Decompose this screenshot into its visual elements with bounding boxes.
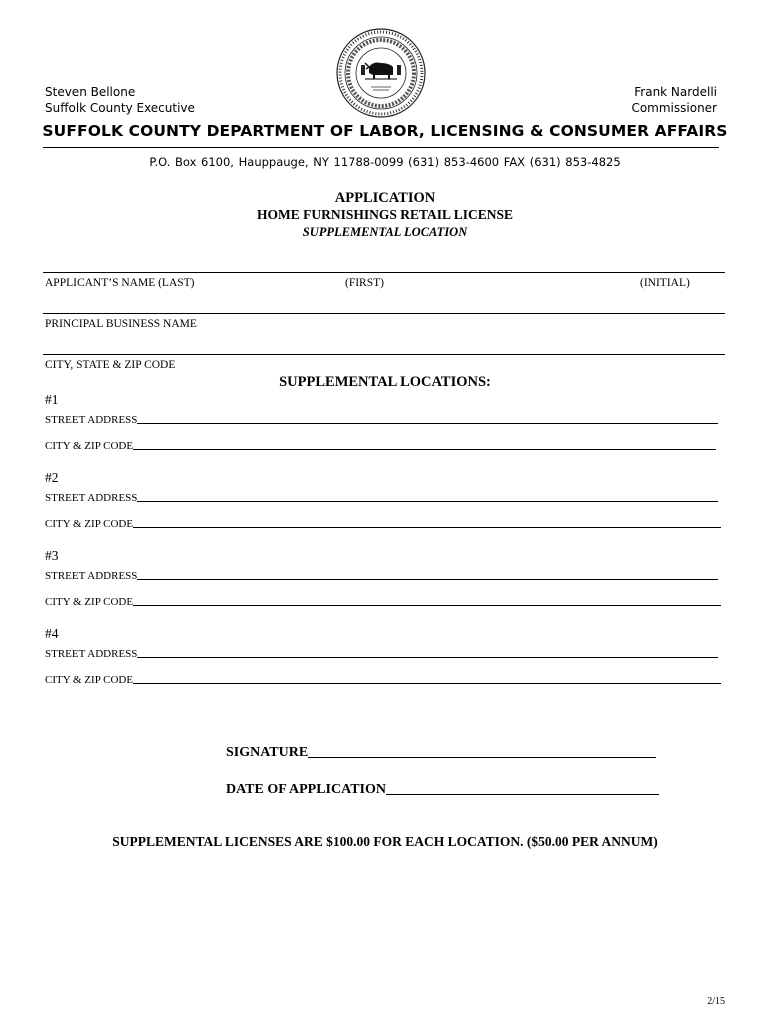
executive-name: Steven Bellone [45, 85, 136, 99]
applicant-name-field[interactable] [43, 272, 725, 273]
header-divider [43, 147, 719, 148]
commissioner-title: Commissioner [631, 101, 717, 115]
business-name-field[interactable] [43, 313, 725, 314]
form-subtitle-italic: SUPPLEMENTAL LOCATION [302, 225, 468, 239]
applicant-last-label: APPLICANT’S NAME (LAST) [45, 277, 195, 289]
street-address-field[interactable] [45, 568, 718, 582]
street-address-field[interactable] [45, 490, 718, 504]
city-state-zip-label: CITY, STATE & ZIP CODE [45, 359, 176, 371]
executive-block [45, 84, 195, 116]
department-name: SUFFOLK COUNTY DEPARTMENT OF LABOR, LICENSING & CONSUMER AFFAIRS [42, 122, 728, 140]
executive-title: Suffolk County Executive [45, 101, 195, 115]
city-zip-field[interactable] [45, 594, 721, 608]
form-subtitle: HOME FURNISHINGS RETAIL LICENSE [257, 207, 513, 222]
street-address-label: STREET ADDRESS [45, 414, 138, 426]
location-number: #4 [45, 626, 59, 641]
city-zip-label: CITY & ZIP CODE [45, 518, 134, 530]
location-number: #3 [45, 548, 59, 563]
street-address-field[interactable] [45, 646, 718, 660]
city-zip-label: CITY & ZIP CODE [45, 440, 134, 452]
applicant-first-label: (FIRST) [345, 277, 384, 289]
city-zip-field[interactable] [45, 438, 716, 452]
supplemental-locations-heading: SUPPLEMENTAL LOCATIONS: [279, 374, 491, 390]
date-of-application-field[interactable] [226, 780, 659, 798]
location-number: #1 [45, 392, 59, 407]
county-seal-icon [335, 27, 427, 119]
business-name-label: PRINCIPAL BUSINESS NAME [45, 318, 197, 330]
city-state-zip-field[interactable] [43, 354, 725, 355]
city-zip-field[interactable] [45, 516, 721, 530]
commissioner-block [631, 84, 717, 116]
fee-notice: SUPPLEMENTAL LICENSES ARE $100.00 FOR EACH LOCATION. ($50.00 PER ANNUM) [112, 834, 658, 849]
date-of-application-label: DATE OF APPLICATION [226, 782, 386, 797]
street-address-label: STREET ADDRESS [45, 648, 138, 660]
city-zip-label: CITY & ZIP CODE [45, 674, 134, 686]
form-title: APPLICATION [334, 190, 436, 206]
city-zip-label: CITY & ZIP CODE [45, 596, 134, 608]
street-address-label: STREET ADDRESS [45, 570, 138, 582]
city-zip-field[interactable] [45, 672, 721, 686]
commissioner-name: Frank Nardelli [634, 85, 717, 99]
page-number: 2/15 [707, 996, 725, 1007]
department-address: P.O. Box 6100, Hauppauge, NY 11788-0099 (631) 853-4600 FAX (631) 853-4825 [149, 155, 621, 169]
street-address-label: STREET ADDRESS [45, 492, 138, 504]
street-address-field[interactable] [45, 412, 718, 426]
location-number: #2 [45, 470, 59, 485]
signature-field[interactable] [226, 743, 656, 761]
applicant-initial-label: (INITIAL) [640, 277, 690, 289]
signature-label: SIGNATURE [226, 745, 309, 760]
